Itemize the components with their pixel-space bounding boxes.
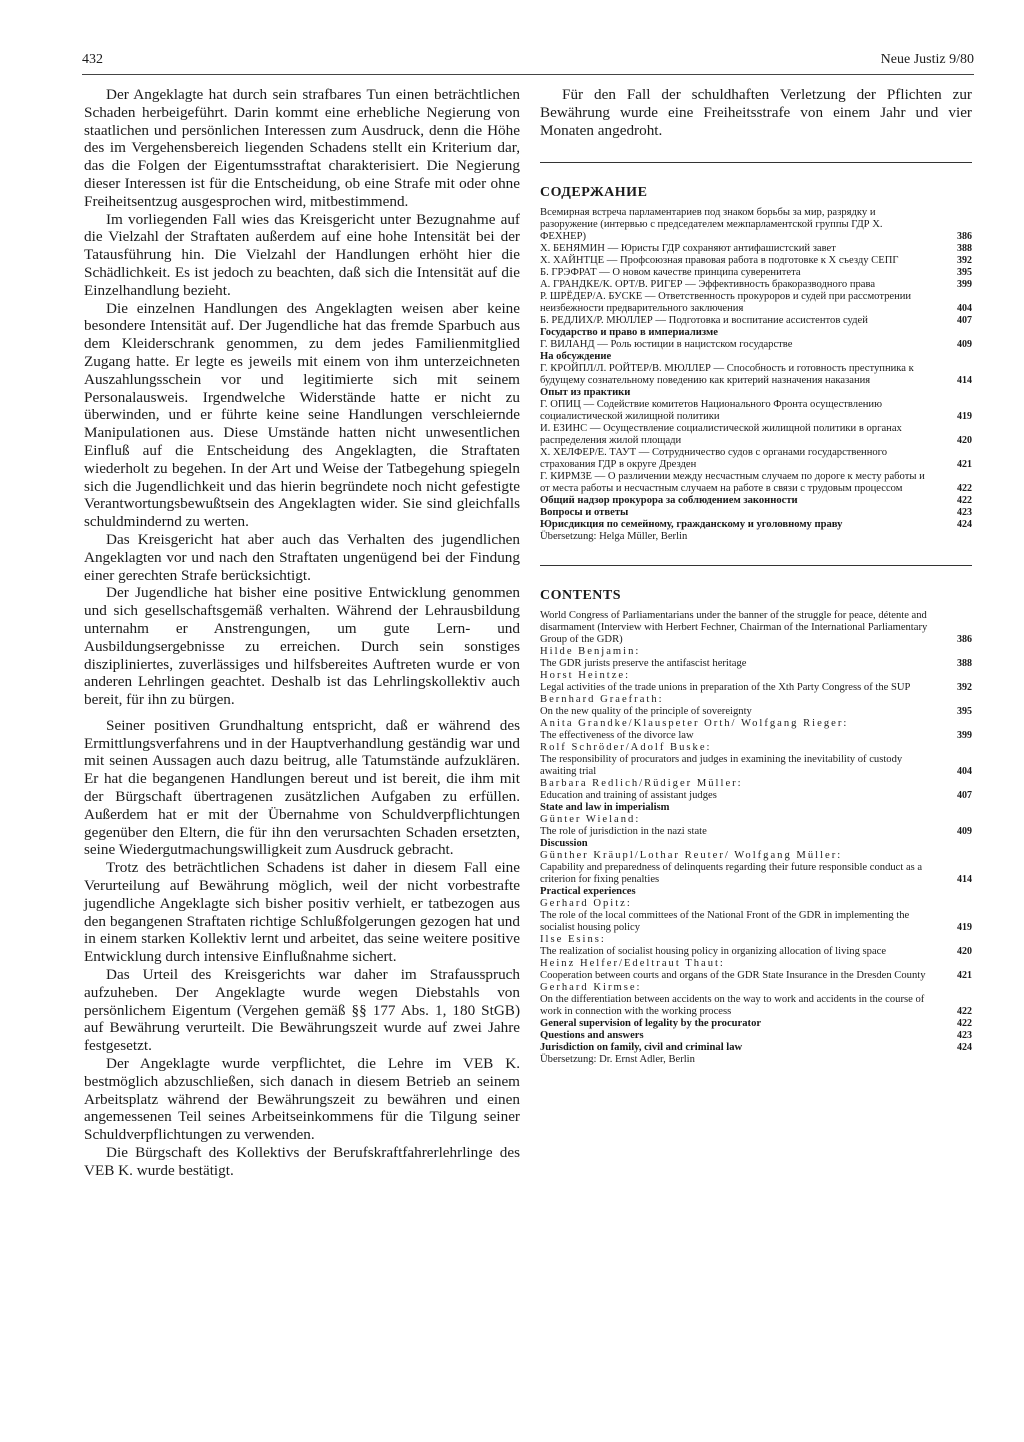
toc-author: Gerhard Opitz: xyxy=(540,898,632,909)
toc-entry xyxy=(540,982,972,1018)
toc-title: The role of jurisdiction in the nazi state xyxy=(540,826,707,837)
toc-author: Heinz Helfer/Edeltraut Thaut: xyxy=(540,958,725,969)
toc-author: Bernhard Graefrath: xyxy=(540,694,664,705)
toc-page-number: 409 xyxy=(957,339,972,350)
toc-entry xyxy=(540,1018,972,1030)
toc-title: The realization of socialist housing policy in organizing allocation of living space xyxy=(540,946,887,957)
toc-title: Übersetzung: Helga Müller, Berlin xyxy=(540,531,688,542)
paragraph: Seiner positiven Grundhaltung entspricht, daß er während des Ermittlungsverfahrens und in der Hauptverhandlung geständig war und mit seinen Aussagen auch dazu beitrug, alle Tatumstände aufzuklären. Er hat die begangenen Handlungen bereut und ist bereit, die ihm mit der Bürgschaft übertragenen zusätzlichen Aufgaben zu erfüllen. Außerdem hat er mit der Übernahme von Schuldverpflichtungen gegenüber den Eltern, die für ihn den verursachten Schaden ersetzten, seine Wiedergutmachungswilligkeit zum Ausdruck gebracht. xyxy=(84,716,520,859)
toc-author: Horst Heintze: xyxy=(540,670,631,681)
toc-entry xyxy=(540,718,972,742)
toc-page-number: 420 xyxy=(957,946,972,957)
toc-page-number: 423 xyxy=(957,507,972,518)
paragraph: Das Kreisgericht hat aber auch das Verhalten des jugendlichen Angeklagten vor und nach den Straftaten ungenügend bei der Findung einer gerechten Strafe berücksichtigt. xyxy=(84,530,520,584)
toc-author: Anita Grandke/Klauspeter Orth/ Wolfgang Rieger: xyxy=(540,718,849,729)
toc-author: Günter Wieland: xyxy=(540,814,641,825)
paragraph: Die einzelnen Handlungen des Angeklagten weisen aber keine besondere Intensität auf. Der Jugendliche hat das fremde Sparbuch aus dem Kleiderschrank genommen, zu dem jedes Familienmitglied Zugang hatte. Er legte es jeweils mit einem von ihm unterzeichneten Auszahlungsschein vor und legitimierte sich mit seinem Personalausweis. Irgendwelche Widerstände hatte er nicht zu überwinden, und er führte keine seine Handlungen verschleiernde Manipulationen aus. Diese Umstände hatten nicht unwesentlichen Einfluß auf die Entscheidung des Angeklagten, die Straftaten wiederholt zu begehen. In der Art und Weise der Tatbegehung spiegeln sich die Jugendlichkeit und das hierin begründete noch nicht gefestigte Verantwortungsbewußtsein des Angeklagten wider. Sie sind gleichfalls schuldmindernd zu werten. xyxy=(84,299,520,531)
left-column xyxy=(84,86,520,1180)
paragraph: Das Urteil des Kreisgerichts war daher im Strafausspruch aufzuheben. Der Angeklagte wurde wegen Diebstahls von persönlichem Eigentum (Vergehen gemäß §§ 177 Abs. 1, 180 StGB) auf Bewährung verurteilt. Die Bewährungszeit wurde auf zwei Jahre festgesetzt. xyxy=(84,966,520,1055)
toc-entry xyxy=(540,519,972,531)
toc-page-number: 407 xyxy=(957,315,972,326)
toc-title: Вопросы и ответы xyxy=(540,507,629,518)
toc-entry xyxy=(540,958,972,982)
toc-title: Education and training of assistant judges xyxy=(540,790,717,801)
toc-page-number: 386 xyxy=(957,634,972,645)
toc-title: Юрисдикция по семейному, гражданскому и уголовному праву xyxy=(540,519,843,530)
toc-page-number: 407 xyxy=(957,790,972,801)
toc-title: Р. ШРЁДЕР/А. БУСКЕ — Ответственность прокуроров и судей при рассмотрении неизбежности предварительного заключения xyxy=(540,291,912,314)
toc-page-number: 404 xyxy=(957,303,972,314)
toc-page-number: 414 xyxy=(957,375,972,386)
toc-page-number: 423 xyxy=(957,1030,972,1041)
toc-page-number: 395 xyxy=(957,267,972,278)
toc-title: Legal activities of the trade unions in preparation of the Xth Party Congress of the SUP xyxy=(540,682,911,693)
toc-author: Gerhard Kirmse: xyxy=(540,982,642,993)
toc-entry xyxy=(540,531,972,543)
toc-en-heading: CONTENTS xyxy=(540,588,622,603)
toc-page-number: 395 xyxy=(957,706,972,717)
toc-entry xyxy=(540,610,972,646)
toc-entry xyxy=(540,267,972,279)
journal-issue: Neue Justiz 9/80 xyxy=(880,52,974,67)
toc-page-number: 409 xyxy=(957,826,972,837)
toc-ru xyxy=(540,207,972,543)
header-rule xyxy=(82,74,974,75)
toc-entry xyxy=(540,507,972,519)
toc-page-number: 422 xyxy=(957,483,972,494)
toc-title: Х. ХАЙНТЦЕ — Профсоюзная правовая работа в подготовке к Х съезду СЕПГ xyxy=(540,255,899,266)
toc-category: State and law in imperialism xyxy=(540,802,670,813)
toc-title: Questions and answers xyxy=(540,1030,644,1041)
toc-entry xyxy=(540,934,972,958)
toc-title: Х. ХЕЛФЕР/Е. ТАУТ — Сотрудничество судов с органами государственного страхования ГДР в округе Дрезден xyxy=(540,447,888,470)
toc-entry xyxy=(540,850,972,886)
toc-entry xyxy=(540,243,972,255)
toc-entry xyxy=(540,646,972,670)
toc-title: The GDR jurists preserve the antifascist heritage xyxy=(540,658,747,669)
paragraph: Der Angeklagte hat durch sein strafbares Tun einen beträchtlichen Schaden herbeigeführt. Darin kommt eine erhebliche Negierung von staatlichen und persönlichen Interessen zum Ausdruck, denn die Höhe des im Vergehensbereich liegenden Schadens stellt ein Kriterium dar, das die Folgen der Eigentumsstraftat charakterisiert. Die Negierung dieser Interessen ist für die Entscheidung, ob eine Strafe mit oder ohne Freiheitsentzug ausgesprochen wird, mitbestimmend. xyxy=(84,86,520,210)
toc-category: Государство и право в империализме xyxy=(540,327,718,338)
toc-author: Barbara Redlich/Rüdiger Müller: xyxy=(540,778,743,789)
toc-entry xyxy=(540,399,972,423)
toc-title: Х. БЕНЯМИН — Юристы ГДР сохраняют антифашистский завет xyxy=(540,243,836,254)
paragraph: Für den Fall der schuldhaften Verletzung der Pflichten zur Bewährung wurde eine Freiheitsstrafe von einem Jahr und vier Monaten angedroht. xyxy=(540,86,972,139)
toc-entry xyxy=(540,207,972,243)
toc-title: А. ГРАНДКЕ/К. ОРТ/В. РИГЕР — Эффективность бракоразводного права xyxy=(540,279,876,290)
toc-page-number: 419 xyxy=(957,411,972,422)
toc-page-number: 399 xyxy=(957,730,972,741)
toc-page-number: 399 xyxy=(957,279,972,290)
toc-page-number: 424 xyxy=(957,1042,972,1053)
toc-entry xyxy=(540,279,972,291)
toc-entry xyxy=(540,1054,972,1066)
toc-page-number: 392 xyxy=(957,682,972,693)
toc-entry xyxy=(540,670,972,694)
toc-page-number: 392 xyxy=(957,255,972,266)
toc-title: The role of the local committees of the National Front of the GDR in implementing the socialist housing policy xyxy=(540,910,910,933)
page-header xyxy=(82,52,974,74)
toc-page-number: 421 xyxy=(957,970,972,981)
toc-title: Общий надзор прокурора за соблюдением законности xyxy=(540,495,798,506)
toc-page-number: 421 xyxy=(957,459,972,470)
toc-category: Опыт из практики xyxy=(540,387,631,398)
toc-page-number: 424 xyxy=(957,519,972,530)
toc-page-number: 420 xyxy=(957,435,972,446)
toc-entry xyxy=(540,814,972,838)
toc-title: Всемирная встреча парламентариев под знаком борьбы за мир, разрядку и разоружение (интервью с председателем межпарламентской группы ГДР Х. ФЕХНЕР) xyxy=(540,207,883,242)
page-number: 432 xyxy=(82,52,103,67)
toc-ru-heading: СОДЕРЖАНИЕ xyxy=(540,185,648,200)
toc-title: Cooperation between courts and organs of the GDR State Insurance in the Dresden County xyxy=(540,970,926,981)
toc-entry xyxy=(540,778,972,802)
toc-title: Übersetzung: Dr. Ernst Adler, Berlin xyxy=(540,1054,695,1065)
right-column xyxy=(540,86,972,1066)
toc-page-number: 386 xyxy=(957,231,972,242)
paragraph: Die Bürgschaft des Kollektivs der Berufskraftfahrerlehrlinge des VEB K. wurde bestätigt. xyxy=(84,1144,520,1179)
toc-title: Capability and preparedness of delinquents regarding their future responsible conduct as a criterion for fixing penalties xyxy=(540,862,923,885)
toc-title: Б. РЕДЛИХ/Р. МЮЛЛЕР — Подготовка и воспитание ассистентов судей xyxy=(540,315,868,326)
toc-title: Г. КРОЙПЛ/Л. РОЙТЕР/В. МЮЛЛЕР — Способность и готовность преступника к будущему сознательному поведению как критерий назначения наказания xyxy=(540,363,914,386)
toc-page-number: 422 xyxy=(957,1006,972,1017)
toc-title: Г. КИРМЗЕ — О различении между несчастным случаем по дороге к месту работы и от места работы и несчастным случаем на работе в связи с трудовым процессом xyxy=(540,471,925,494)
section-rule xyxy=(540,162,972,163)
toc-title: On the differentiation between accidents on the way to work and accidents in the course of work in connection with the working process xyxy=(540,994,925,1017)
toc-entry xyxy=(540,1042,972,1054)
toc-en xyxy=(540,610,972,1066)
toc-entry xyxy=(540,742,972,778)
toc-entry xyxy=(540,339,972,351)
paragraph: Im vorliegenden Fall wies das Kreisgericht unter Bezugnahme auf die Vielzahl der Straftaten außerdem auf eine hohe Intensität bei der Tatausführung hin. Die Vielzahl der Handlungen erhöht hier die Schädlichkeit. Es ist jedoch zu beachten, daß sich die Intensität auf die Einzelhandlung bezieht. xyxy=(84,210,520,299)
toc-entry xyxy=(540,471,972,495)
toc-title: И. ЕЗИНС — Осуществление социалистической жилищной политики в органах распределения жилой площади xyxy=(540,423,902,446)
toc-entry xyxy=(540,423,972,447)
toc-title: Г. ВИЛАНД — Роль юстиции в нацистском государстве xyxy=(540,339,793,350)
toc-page-number: 388 xyxy=(957,658,972,669)
toc-title: The responsibility of procurators and judges in examining the inevitability of custody awaiting trial xyxy=(540,754,903,777)
toc-page-number: 422 xyxy=(957,495,972,506)
toc-category: Practical experiences xyxy=(540,886,636,897)
toc-title: Jurisdiction on family, civil and criminal law xyxy=(540,1042,743,1053)
paragraph: Der Jugendliche hat bisher eine positive Entwicklung genommen und sich gesellschaftsgemäß verhalten. Während der Lehrausbildung unternahm er Anstrengungen, um gute Lern- und Ausbildungsergebnisse zu erreichen. Durch sein sonstiges diszipliniertes, zuverlässiges und hilfsbereites Auftreten wurde er von anderen Lehrlingen geachtet. Deshalb ist das Lehrlingskollektiv auch bereit, für ihn zu bürgen. xyxy=(84,584,520,709)
toc-page-number: 422 xyxy=(957,1018,972,1029)
toc-title: On the new quality of the principle of sovereignty xyxy=(540,706,752,717)
toc-entry xyxy=(540,291,972,315)
toc-author: Hilde Benjamin: xyxy=(540,646,641,657)
toc-entry xyxy=(540,898,972,934)
toc-entry xyxy=(540,363,972,387)
toc-title: General supervision of legality by the procurator xyxy=(540,1018,762,1029)
toc-category: Discussion xyxy=(540,838,588,849)
toc-page-number: 404 xyxy=(957,766,972,777)
toc-title: World Congress of Parliamentarians under the banner of the struggle for peace, détente and disarmament (Interview with Herbert Fechner, Chairman of the International Parliamentary Group of the GDR) xyxy=(540,610,928,645)
toc-entry xyxy=(540,1030,972,1042)
toc-entry xyxy=(540,495,972,507)
toc-category: На обсуждение xyxy=(540,351,612,362)
toc-title: Г. ОПИЦ — Содействие комитетов Национального Фронта осуществлению социалистической жилищной политики xyxy=(540,399,883,422)
toc-page-number: 388 xyxy=(957,243,972,254)
toc-entry xyxy=(540,315,972,327)
toc-title: The effectiveness of the divorce law xyxy=(540,730,694,741)
toc-page-number: 419 xyxy=(957,922,972,933)
toc-title: Б. ГРЭФРАТ — О новом качестве принципа суверенитета xyxy=(540,267,801,278)
paragraph: Der Angeklagte wurde verpflichtet, die Lehre im VEB K. bestmöglich abzuschließen, sich danach in diesem Betrieb an seinem Arbeitsplatz während der Bewährungszeit zu bewähren und einen angemessenen Teil seines Arbeitseinkommens für die Tilgung seiner Schuldverpflichtungen zu verwenden. xyxy=(84,1055,520,1144)
toc-author: Rolf Schröder/Adolf Buske: xyxy=(540,742,712,753)
toc-entry xyxy=(540,694,972,718)
section-rule xyxy=(540,565,972,566)
toc-entry xyxy=(540,255,972,267)
paragraph: Trotz des beträchtlichen Schadens ist daher in diesem Fall eine Verurteilung auf Bewährung möglich, weil der nicht vorbestrafte jugendliche Angeklagte sich bisher positiv verhielt, er tatbezogen aus den begangenen Straftaten richtige Schlußfolgerungen gezogen hat und in einem starken Kollektiv lernt und arbeitet, das seine weitere positive Entwicklung durch intensive Einflußnahme sichert. xyxy=(84,859,520,966)
toc-author: Günther Kräupl/Lothar Reuter/ Wolfgang Müller: xyxy=(540,850,843,861)
toc-author: Ilse Esins: xyxy=(540,934,606,945)
toc-entry xyxy=(540,447,972,471)
toc-page-number: 414 xyxy=(957,874,972,885)
